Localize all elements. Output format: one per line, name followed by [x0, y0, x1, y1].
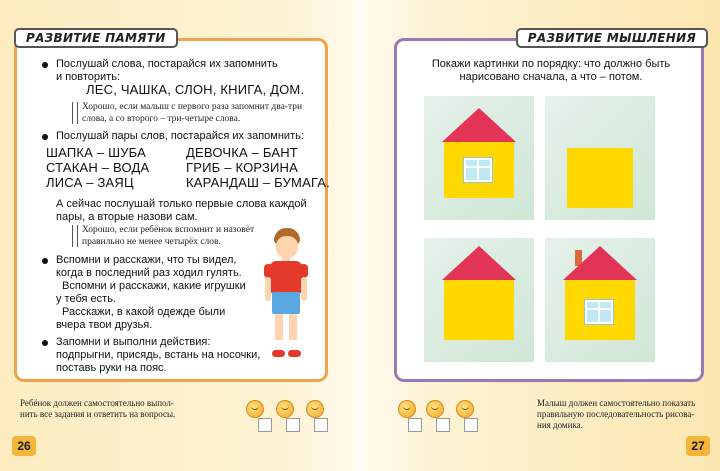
task1-words: ЛЕС, ЧАШКА, СЛОН, КНИГА, ДОМ. — [86, 82, 305, 97]
instruction-line1: Покажи картинки по порядку: что должно быть — [431, 58, 671, 70]
checkbox[interactable] — [286, 418, 300, 432]
task2b-note-line2: правильно не менее четырёх слов. — [82, 237, 221, 247]
pair-right-3: КАРАНДАШ – БУМАГА. — [186, 175, 330, 190]
right-footer — [537, 398, 695, 431]
task1-note — [72, 101, 302, 125]
sun-icon — [276, 400, 294, 418]
right-footer-line1: Малыш должен самостоятельно показать — [537, 398, 696, 408]
boy-illustration — [262, 228, 312, 368]
bullet — [42, 62, 48, 68]
sun-icon — [426, 400, 444, 418]
task2b-line2: пары, а вторые назови сам. — [56, 211, 198, 223]
pair-left-2: СТАКАН – ВОДА — [46, 160, 150, 175]
checkbox[interactable] — [436, 418, 450, 432]
task3-line1: Вспомни и расскажи, что ты видел, — [56, 254, 237, 266]
task1-note-line2: слова, а со второго – три-четыре слова. — [82, 114, 241, 124]
sun-icon — [306, 400, 324, 418]
task4-line2: подпрыгни, присядь, встань на носочки, — [56, 349, 261, 361]
picture-card-house-no-window[interactable] — [424, 238, 534, 362]
window — [585, 300, 613, 324]
task4-line3: поставь руки на пояс. — [56, 362, 167, 374]
page-number-left: 26 — [12, 436, 36, 456]
picture-card-house-window[interactable] — [424, 96, 534, 220]
task2-text: Послушай пары слов, постарайся их запомнить: — [56, 130, 304, 142]
thinking-section-title: РАЗВИТИЕ МЫШЛЕНИЯ — [516, 28, 708, 48]
wall — [567, 148, 633, 208]
bullet — [42, 134, 48, 140]
task3-line5: Расскажи, в какой одежде были — [62, 306, 226, 318]
picture-card-square[interactable] — [545, 96, 655, 220]
wall — [444, 280, 514, 340]
roof — [442, 246, 516, 280]
pair-right-1: ДЕВОЧКА – БАНТ — [186, 145, 298, 160]
checkbox[interactable] — [408, 418, 422, 432]
task1-note-line1: Хорошо, если малыш с первого раза запомнит два-три — [82, 102, 303, 112]
sun-icon — [456, 400, 474, 418]
right-footer-line3: ния домика. — [537, 420, 583, 430]
page-number-right: 27 — [686, 436, 710, 456]
right-footer-line2: правильную последовательность рисова- — [537, 409, 695, 419]
task3-line6: вчера твои друзья. — [56, 319, 153, 331]
task2b-note-line1: Хорошо, если ребёнок вспомнит и назовёт — [82, 225, 255, 235]
window — [464, 158, 492, 182]
roof — [563, 246, 637, 280]
checkbox[interactable] — [258, 418, 272, 432]
task2b-line1: А сейчас послушай только первые слова каждой — [56, 198, 307, 210]
task2b-note — [72, 224, 254, 248]
bullet — [42, 258, 48, 264]
memory-section-title: РАЗВИТИЕ ПАМЯТИ — [14, 28, 178, 48]
task3-line4: у тебя есть. — [56, 293, 116, 305]
instruction-line2: нарисовано сначала, а что – потом. — [459, 71, 643, 83]
pair-left-1: ШАПКА – ШУБА — [46, 145, 146, 160]
checkbox[interactable] — [464, 418, 478, 432]
task4-line1: Запомни и выполни действия: — [56, 336, 211, 348]
left-footer-line1: Ребёнок должен самостоятельно выпол- — [20, 398, 174, 408]
task1-line1: Послушай слова, постарайся их запомнить — [56, 58, 278, 70]
left-footer-line2: нить все задания и ответить на вопросы. — [20, 409, 176, 419]
left-footer — [20, 398, 175, 420]
sun-icon — [398, 400, 416, 418]
book-spine — [352, 0, 368, 471]
picture-card-house-chimney[interactable] — [545, 238, 655, 362]
pair-right-2: ГРИБ – КОРЗИНА — [186, 160, 299, 175]
task1-line2: и повторить: — [56, 71, 120, 83]
roof — [442, 108, 516, 142]
sun-icon — [246, 400, 264, 418]
task3-line2: когда в последний раз ходил гулять. — [56, 267, 242, 279]
checkbox[interactable] — [314, 418, 328, 432]
task3-line3: Вспомни и расскажи, какие игрушки — [62, 280, 246, 292]
pair-left-3: ЛИСА – ЗАЯЦ — [46, 175, 134, 190]
bullet — [42, 340, 48, 346]
